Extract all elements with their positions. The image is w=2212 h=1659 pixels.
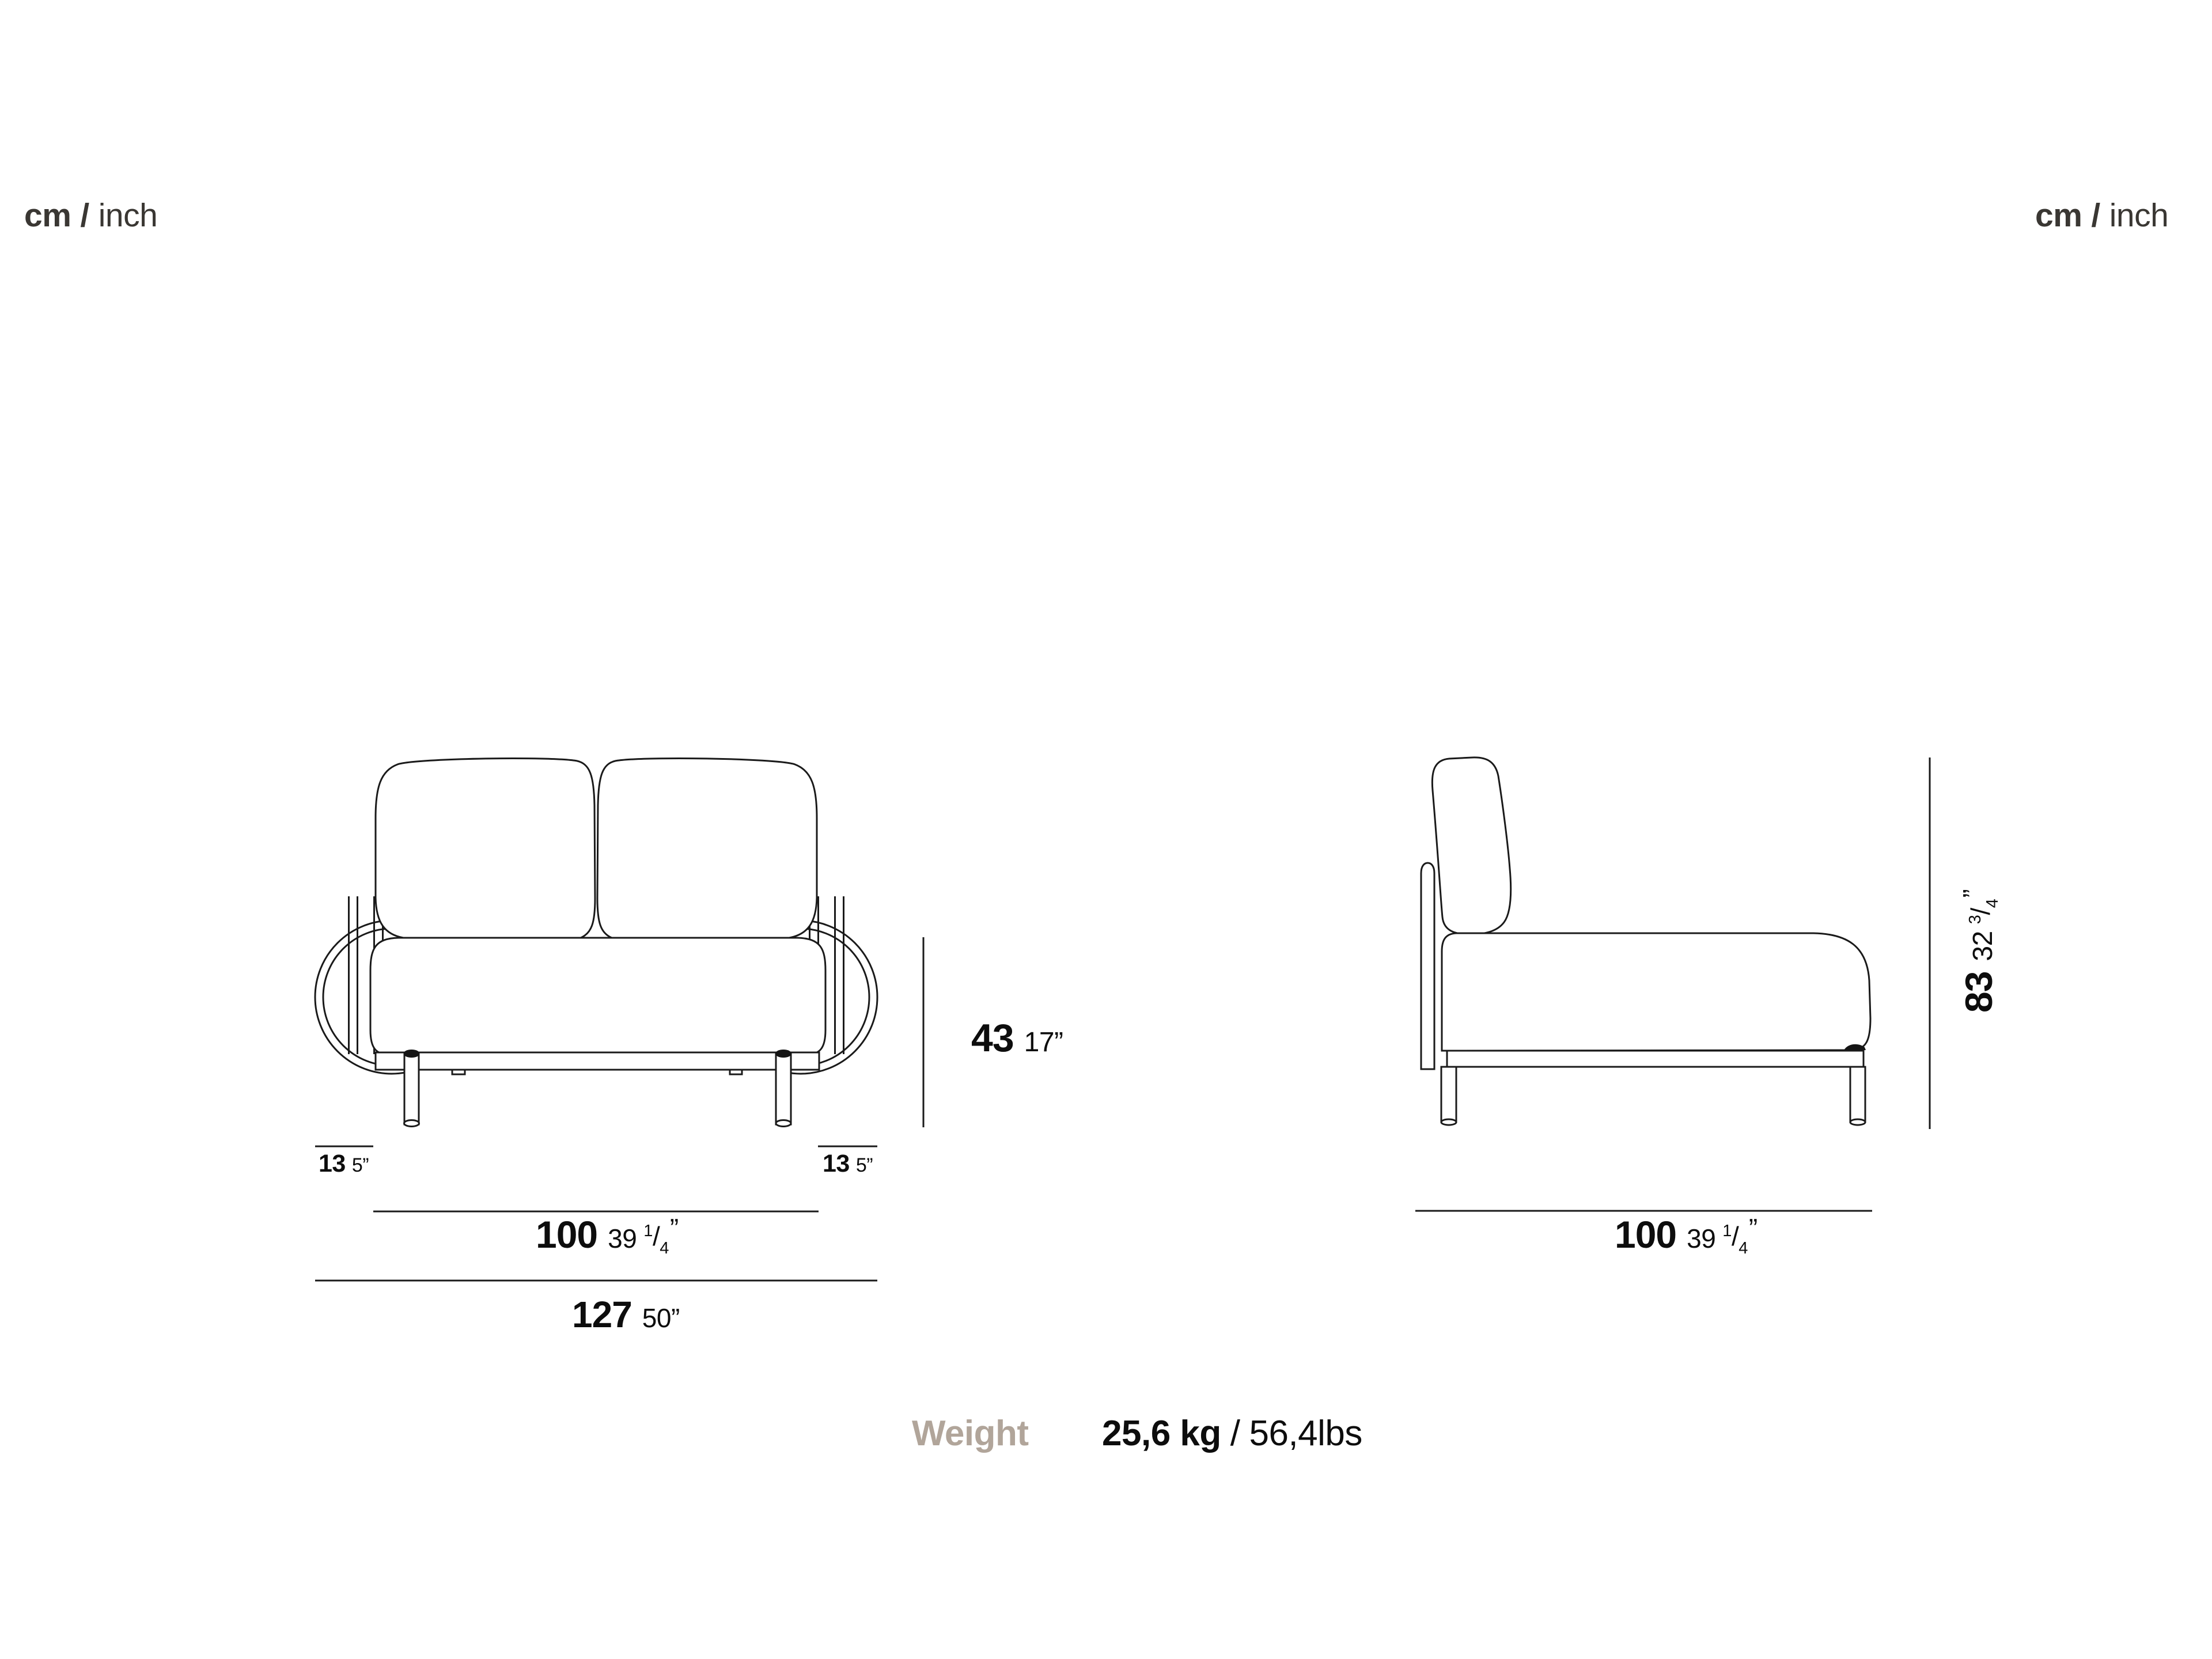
back-support-bar [1421,863,1434,1069]
dim-inch-fraction: 1/4 [643,1221,669,1257]
dim-cm-value: 13 [823,1150,850,1177]
dim-depth [1615,1213,1758,1257]
dim-inch-value: 17” [1024,1027,1063,1058]
dim-inch-value: 5” [351,1154,369,1176]
unit-slash: / [80,197,89,234]
front-leg-left-foot [404,1120,419,1127]
base-rail-side [1447,1051,1863,1067]
side-leg-right-foot [1850,1119,1865,1125]
side-leg-right [1850,1067,1865,1122]
dim-inch-whole: 39 [608,1224,637,1253]
seat-cushion-front [370,938,825,1055]
weight-metric: 25,6 kg [1102,1414,1221,1453]
weight-separator: / [1230,1414,1240,1453]
dim-seat-width [536,1213,679,1257]
dim-cm-value: 100 [1615,1213,1677,1256]
front-leg-right-foot [776,1120,791,1127]
dim-inch-mark: ” [1957,889,1987,898]
front-leg-right [776,1054,791,1124]
dim-inch-value: 5” [855,1154,873,1176]
unit-cm: cm [24,197,71,234]
dim-inch-value: 50” [642,1303,680,1333]
weight-value [1102,1416,1362,1452]
dim-inch-fraction: 3/4 [1965,899,2002,925]
weight-imperial: 56,4lbs [1249,1414,1362,1453]
weight-label: Weight [912,1414,1029,1453]
dim-seat-height [971,1018,1063,1058]
unit-label-left [24,199,157,232]
seat-cushion-side [1442,933,1870,1051]
front-leg-right-cap [775,1050,791,1058]
base-rail-front [376,1052,819,1070]
back-cushion-side [1432,757,1510,934]
dim-cm-value: 43 [971,1016,1014,1060]
dim-arm-right [823,1152,873,1176]
unit-inch: inch [98,197,158,234]
unit-cm: cm [2035,197,2082,234]
dim-cm-value: 83 [1957,971,2000,1013]
unit-label-right [2035,199,2168,232]
unit-inch: inch [2109,197,2169,234]
unit-slash: / [2091,197,2100,234]
dim-overall-height [1957,889,2002,1013]
dim-cm-value: 13 [319,1150,346,1177]
rail-glide-left [452,1070,465,1074]
side-leg-left-foot [1441,1119,1456,1125]
rail-glide-right [730,1070,742,1074]
dim-overall-width [572,1296,680,1333]
side-leg-left [1441,1067,1456,1122]
dim-cm-value: 127 [572,1294,632,1335]
dim-inch-mark: ” [669,1213,679,1243]
dim-cm-value: 100 [536,1213,598,1256]
back-cushion-left [376,758,595,938]
dim-arm-left [319,1152,369,1176]
front-leg-left [404,1054,419,1124]
dim-inch-fraction: 1/4 [1722,1221,1748,1257]
dim-inch-mark: ” [1748,1213,1758,1243]
side-view-drawing [1415,757,1930,1211]
front-view-drawing [315,758,923,1281]
dim-inch-whole: 39 [1687,1224,1716,1253]
back-cushion-right [597,758,817,938]
front-leg-left-cap [404,1050,420,1058]
dim-inch-whole: 32 [1968,931,1998,961]
